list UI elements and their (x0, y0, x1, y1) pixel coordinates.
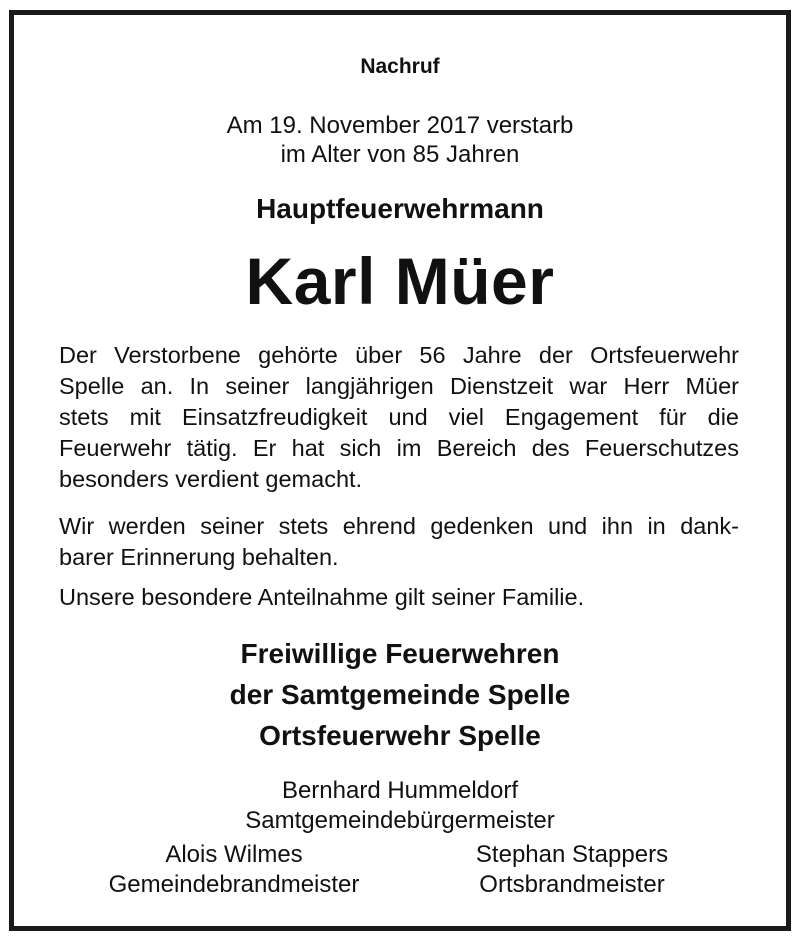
left-signatory-title: Gemeindebrandmeister (108, 871, 360, 898)
tribute-line: Der Verstorbene gehörte über 56 Jahre der Ortsfeuerwehr (59, 342, 739, 368)
remembrance-paragraph (59, 511, 739, 573)
condolence-paragraph (59, 582, 739, 613)
tribute-line: Spelle an. In seiner langjährigen Dienstzeit war Herr Müer (59, 373, 739, 399)
tribute-line: stets mit Einsatzfreudigkeit und viel Engagement für die (59, 404, 739, 430)
remembrance-line: barer Erinnerung behalten. (59, 544, 339, 570)
right-signatory-name: Stephan Stappers (475, 841, 669, 868)
deceased-name: Karl Müer (245, 244, 555, 318)
deceased-rank: Hauptfeuerwehrmann (256, 193, 544, 224)
notice-heading: Nachruf (360, 55, 440, 78)
organization-line: der Samtgemeinde Spelle (229, 679, 571, 710)
mayor-title: Samtgemeindebürgermeister (245, 807, 555, 834)
death-date-line: Am 19. November 2017 verstarb (226, 112, 574, 139)
remembrance-line: Wir werden seiner stets ehrend gedenken und ihn in dank- (59, 513, 739, 539)
organization-line: Freiwillige Feuerwehren (240, 638, 560, 669)
obituary-notice (9, 10, 791, 931)
tribute-line: besonders verdient gemacht. (59, 466, 363, 492)
right-signatory-title: Ortsbrandmeister (479, 871, 665, 898)
mayor-name: Bernhard Hummeldorf (281, 777, 519, 804)
tribute-line: Feuerwehr tätig. Er hat sich im Bereich des Feuerschutzes (59, 435, 739, 461)
tribute-paragraph (59, 340, 739, 495)
organization-line: Ortsfeuerwehr Spelle (259, 720, 541, 751)
condolence-line: Unsere besondere Anteilnahme gilt seiner Familie. (59, 584, 585, 610)
age-line: im Alter von 85 Jahren (280, 141, 520, 168)
left-signatory-name: Alois Wilmes (165, 841, 303, 868)
